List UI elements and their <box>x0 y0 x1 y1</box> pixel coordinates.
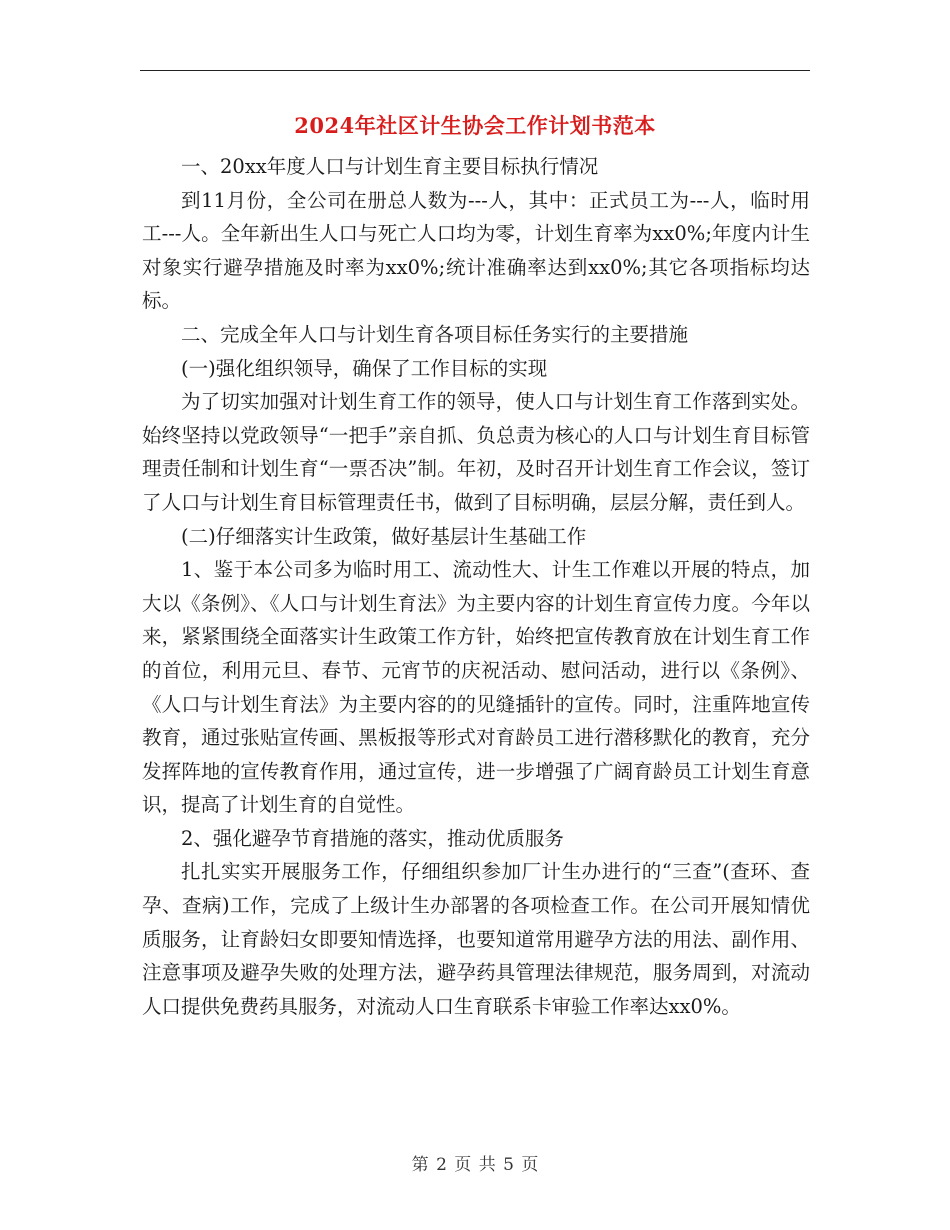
paragraph-status: 到11月份，全公司在册总人数为---人，其中：正式员工为---人，临时用工---人。全年新出生人口与死亡人口均为零，计划生育率为xx0%;年度内计生对象实行避孕措施及时率为xx0%;统计准确率达到xx0%;其它各项指标均达标。 <box>142 188 810 313</box>
subsection-heading-2: (二)仔细落实计生政策，做好基层计生基础工作 <box>181 524 587 548</box>
page-footer: 第 2 页 共 5 页 <box>411 1155 539 1175</box>
document-body <box>142 150 810 1023</box>
paragraph-publicity: 1、鉴于本公司多为临时用工、流动性大、计生工作难以开展的特点，加大以《条例》、《人口与计划生育法》为主要内容的计划生育宣传力度。今年以来，紧紧围绕全面落实计生政策工作方针，始终把宣传教育放在计划生育工作的首位，利用元旦、春节、元宵节的庆祝活动、慰问活动，进行以《条例》、《人口与计划生育法》为主要内容的的见缝插针的宣传。同时，注重阵地宣传教育，通过张贴宣传画、黑板报等形式对育龄员工进行潜移默化的教育，充分发挥阵地的宣传教育作用，通过宣传，进一步增强了广阔育龄员工计划生育意识，提高了计划生育的自觉性。 <box>142 558 810 817</box>
section-heading-1: 一、20xx年度人口与计划生育主要目标执行情况 <box>181 155 599 178</box>
document-title: 2024年社区计生协会工作计划书范本 <box>294 113 656 138</box>
header-rule <box>140 70 810 71</box>
section-heading-2: 二、完成全年人口与计划生育各项目标任务实行的主要措施 <box>181 322 689 346</box>
paragraph-service: 扎扎实实开展服务工作，仔细组织参加厂计生办进行的“三查”(查环、查孕、查病)工作，完成了上级计生办部署的各项检查工作。在公司开展知情优质服务，让育龄妇女即要知情选择，也要知道常用避孕方法的用法、副作用、注意事项及避孕失败的处理方法，避孕药具管理法律规范，服务周到，对流动人口提供免费药具服务，对流动人口生育联系卡审验工作率达xx0%。 <box>142 860 810 1018</box>
paragraph-leadership: 为了切实加强对计划生育工作的领导，使人口与计划生育工作落到实处。始终坚持以党政领导“一把手”亲自抓、负总责为核心的人口与计划生育目标管理责任制和计划生育“一票否决”制。年初，及时召开计划生育工作会议，签订了人口与计划生育目标管理责任书，做到了目标明确，层层分解，责任到人。 <box>142 390 810 514</box>
subsection-heading-1: (一)强化组织领导，确保了工作目标的实现 <box>181 356 548 380</box>
item-heading-2: 2、强化避孕节育措施的落实，推动优质服务 <box>181 826 564 850</box>
